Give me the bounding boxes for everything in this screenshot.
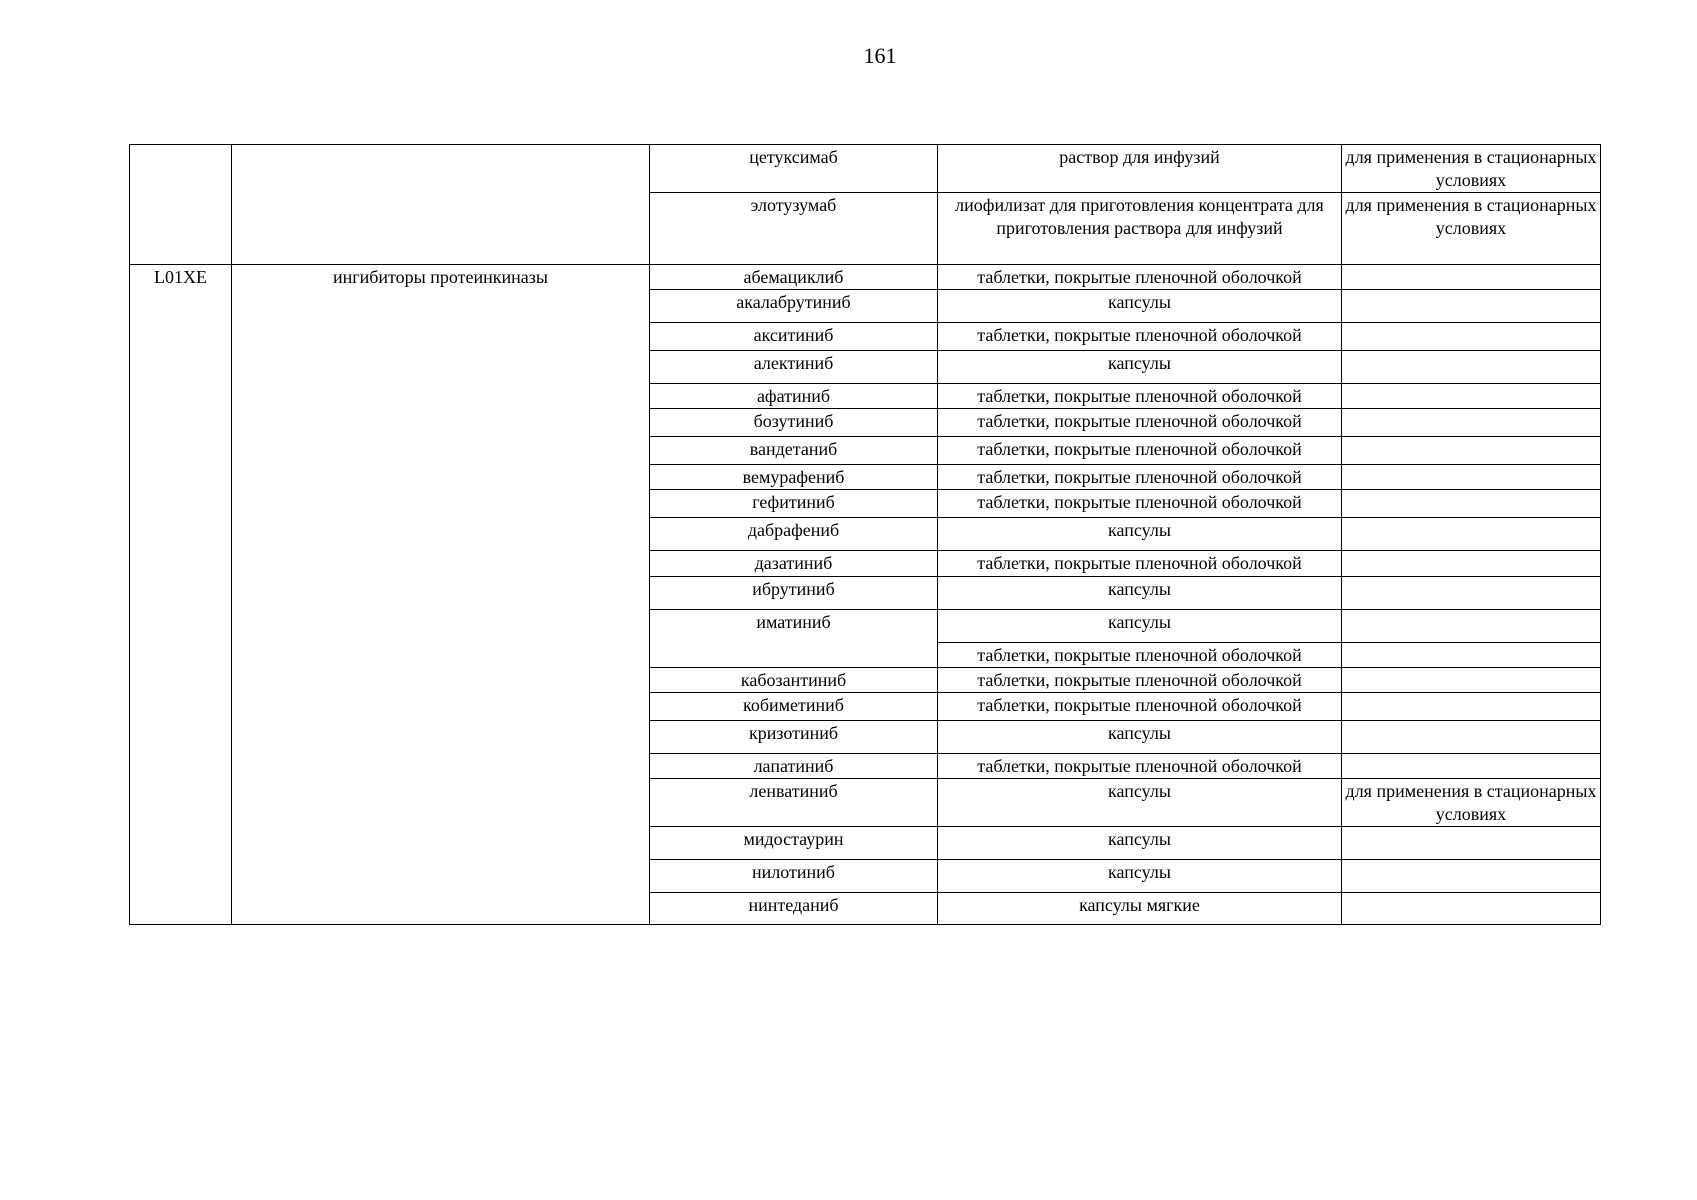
usage-note-cell [1342,351,1601,384]
dosage-form-cell: капсулы [938,610,1342,643]
table-row [130,145,1601,193]
usage-note-cell [1342,551,1601,577]
usage-note-cell [1342,577,1601,610]
dosage-form-cell: таблетки, покрытые пленочной оболочкой [938,754,1342,779]
drug-name-cell: кризотиниб [650,721,938,754]
dosage-form-cell: таблетки, покрытые пленочной оболочкой [938,323,1342,351]
dosage-form-cell: таблетки, покрытые пленочной оболочкой [938,384,1342,409]
usage-note-cell [1342,643,1601,668]
drug-name-cell: алектиниб [650,351,938,384]
usage-note-cell [1342,490,1601,518]
dosage-form-cell: таблетки, покрытые пленочной оболочкой [938,409,1342,437]
dosage-form-cell: капсулы [938,518,1342,551]
usage-note-cell [1342,518,1601,551]
usage-note-cell [1342,827,1601,860]
usage-note-cell [1342,465,1601,490]
drug-name-cell: гефитиниб [650,490,938,518]
dosage-form-cell: капсулы [938,290,1342,323]
drug-table [129,144,1601,925]
dosage-form-cell: раствор для инфузий [938,145,1342,193]
atc-code-cell: L01XE [130,265,232,925]
drug-name-cell: нилотиниб [650,860,938,893]
usage-note-cell [1342,437,1601,465]
drug-name-cell: иматиниб [650,610,938,668]
usage-note-cell [1342,754,1601,779]
usage-note-cell: для применения в стационарных условиях [1342,779,1601,827]
drug-name-cell: нинтеданиб [650,893,938,925]
usage-note-cell [1342,409,1601,437]
usage-note-cell: для применения в стационарных условиях [1342,193,1601,265]
usage-note-cell [1342,323,1601,351]
page-number: 161 [863,43,897,68]
drug-name-cell: абемациклиб [650,265,938,290]
usage-note-cell [1342,384,1601,409]
table-row [130,265,1601,290]
usage-note-cell [1342,693,1601,721]
usage-note-cell [1342,721,1601,754]
dosage-form-cell: таблетки, покрытые пленочной оболочкой [938,693,1342,721]
dosage-form-cell: капсулы [938,860,1342,893]
dosage-form-cell: таблетки, покрытые пленочной оболочкой [938,437,1342,465]
dosage-form-cell: таблетки, покрытые пленочной оболочкой [938,668,1342,693]
dosage-form-cell: таблетки, покрытые пленочной оболочкой [938,551,1342,577]
drug-name-cell: ленватиниб [650,779,938,827]
drug-name-cell: кабозантиниб [650,668,938,693]
dosage-form-cell: капсулы [938,779,1342,827]
drug-name-cell: кобиметиниб [650,693,938,721]
drug-name-cell: элотузумаб [650,193,938,265]
dosage-form-cell: капсулы [938,721,1342,754]
drug-name-cell: акалабрутиниб [650,290,938,323]
drug-name-cell: ибрутиниб [650,577,938,610]
atc-code-cell [130,145,232,265]
drug-name-cell: мидостаурин [650,827,938,860]
group-name-cell [232,145,650,265]
dosage-form-cell: таблетки, покрытые пленочной оболочкой [938,490,1342,518]
usage-note-cell [1342,860,1601,893]
drug-name-cell: дабрафениб [650,518,938,551]
dosage-form-cell: капсулы [938,827,1342,860]
dosage-form-cell: таблетки, покрытые пленочной оболочкой [938,643,1342,668]
drug-name-cell: дазатиниб [650,551,938,577]
drug-name-cell: акситиниб [650,323,938,351]
dosage-form-cell: таблетки, покрытые пленочной оболочкой [938,265,1342,290]
dosage-form-cell: капсулы [938,577,1342,610]
drug-name-cell: вандетаниб [650,437,938,465]
dosage-form-cell: таблетки, покрытые пленочной оболочкой [938,465,1342,490]
usage-note-cell [1342,290,1601,323]
drug-name-cell: бозутиниб [650,409,938,437]
usage-note-cell: для применения в стационарных условиях [1342,145,1601,193]
usage-note-cell [1342,893,1601,925]
drug-name-cell: лапатиниб [650,754,938,779]
group-name-cell: ингибиторы протеинкиназы [232,265,650,925]
usage-note-cell [1342,265,1601,290]
dosage-form-cell: капсулы [938,351,1342,384]
usage-note-cell [1342,668,1601,693]
drug-name-cell: вемурафениб [650,465,938,490]
usage-note-cell [1342,610,1601,643]
drug-name-cell: афатиниб [650,384,938,409]
drug-name-cell: цетуксимаб [650,145,938,193]
dosage-form-cell: лиофилизат для приготовления концентрата для приготовления раствора для инфузий [938,193,1342,265]
dosage-form-cell: капсулы мягкие [938,893,1342,925]
